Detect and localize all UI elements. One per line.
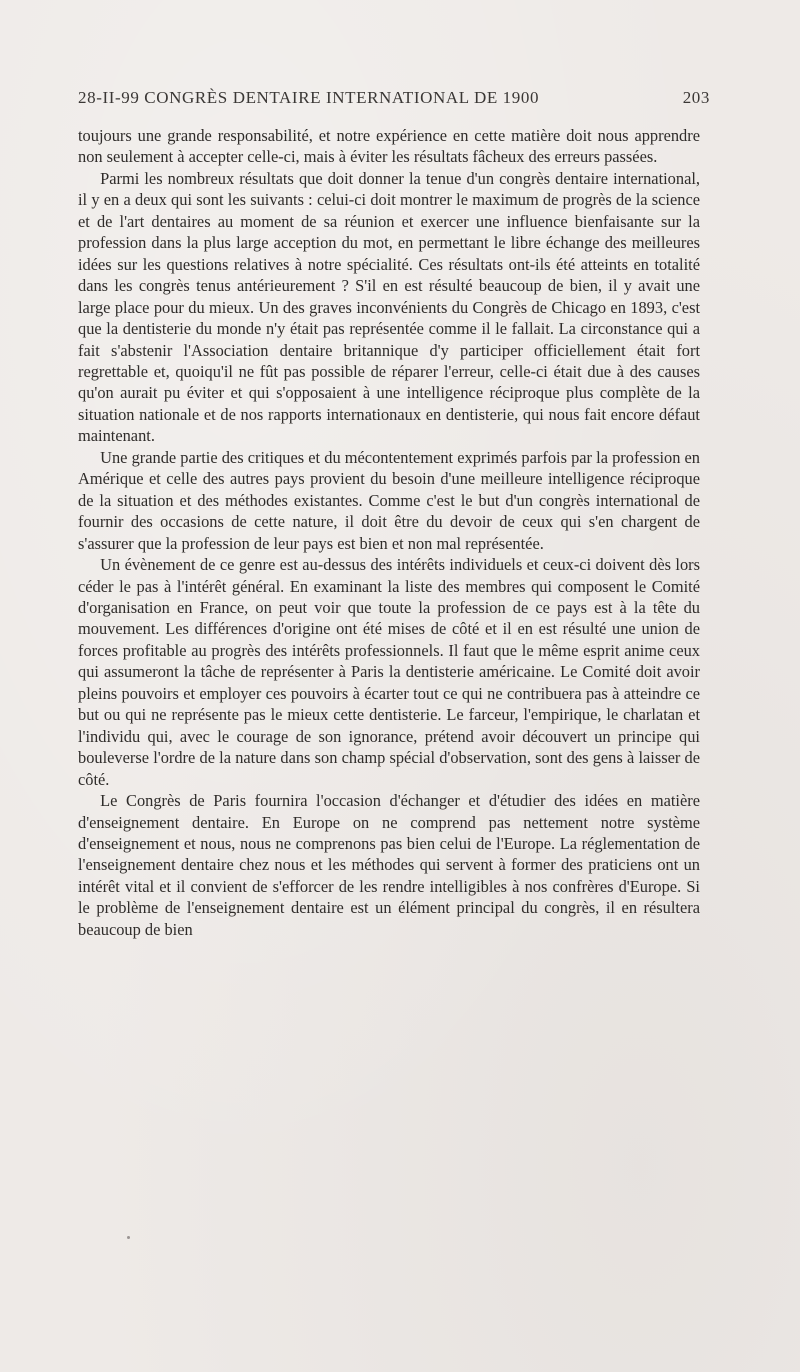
ink-speck [127, 1236, 130, 1239]
paragraph: Un évènement de ce genre est au-dessus des intérêts individuels et ceux-ci doivent dès lors céder le pas à l'intérêt général. En examinant la liste des membres qui composent le Comité d'organisation en France, on peut voir que toute la profession de ce pays est à la tête du mouvement. Les différences d'origine ont été mises de côté et il en est résulté une union de forces profitable au progrès des intérêts professionnels. Il faut que le même esprit anime ceux qui assumeront la tâche de représenter à Paris la dentisterie américaine. Le Comité doit avoir pleins pouvoirs et employer ces pouvoirs à écarter tout ce qui ne contribuera pas à atteindre ce but ou qui ne représente pas le mieux cette dentisterie. Le farceur, l'empirique, le charlatan et l'individu qui, avec le courage de son ignorance, prétend avoir découvert un principe qui bouleverse l'ordre de la nature dans son champ spécial d'observation, sont des gens à laisser de côté. [78, 555, 700, 789]
paragraph-continued: toujours une grande responsabilité, et notre expérience en cette matière doit nous apprendre non seulement à accepter celle-ci, mais à éviter les résultats fâcheux des erreurs passées. [78, 126, 700, 167]
paragraph: Parmi les nombreux résultats que doit donner la tenue d'un congrès dentaire international, il y en a deux qui sont les suivants : celui-ci doit montrer le maximum de progrès de la science et de l'art dentaires au moment de sa réunion et exercer une influence bienfaisante sur la profession dans la plus large acception du mot, en permettant le libre échange des meilleures idées sur les questions relatives à notre spécialité. Ces résultats ont-ils été atteints en totalité dans les congrès tenus antérieurement ? S'il en est résulté beaucoup de bien, il y avait une large place pour du mieux. Un des graves inconvénients du Congrès de Chicago en 1893, c'est que la dentisterie du monde n'y était pas représentée comme il le fallait. La circonstance qui a fait s'abstenir l'Association dentaire britannique d'y participer officiellement était fort regrettable et, quoiqu'il ne fût pas possible de réparer l'erreur, celle-ci était due à des causes qu'on aurait pu éviter et qui s'opposaient à une intelligence réciproque plus complète de la situation nationale et de nos rapports internationaux en dentisterie, qui nous fait encore défaut maintenant. [78, 168, 700, 446]
paragraph: Le Congrès de Paris fournira l'occasion d'échanger et d'étudier des idées en matière d'enseignement dentaire. En Europe on ne comprend pas nettement notre système d'enseignement et nous, nous ne comprenons pas bien celui de l'Europe. La réglementation de l'enseignement dentaire chez nous et les méthodes qui servent à former des praticiens ont un intérêt vital et il convient de s'efforcer de les rendre intelligibles à nos confrères d'Europe. Si le problème de l'enseignement dentaire est un élément principal du congrès, il en résultera beaucoup de bien [78, 791, 700, 939]
body-text [78, 125, 700, 940]
running-title: 28-II-99 CONGRÈS DENTAIRE INTERNATIONAL DE 1900 [78, 88, 540, 107]
running-header [78, 88, 710, 114]
page-number: 203 [682, 88, 710, 107]
paragraph: Une grande partie des critiques et du mécontentement exprimés parfois par la profession en Amérique et celle des autres pays provient du besoin d'une meilleure intelligence réciproque de la situation et des méthodes existantes. Comme c'est le but d'un congrès international de fournir des occasions de cette nature, il doit être du devoir de ceux qui s'en chargent de s'assurer que la profession de leur pays est bien et non mal représentée. [78, 447, 700, 553]
